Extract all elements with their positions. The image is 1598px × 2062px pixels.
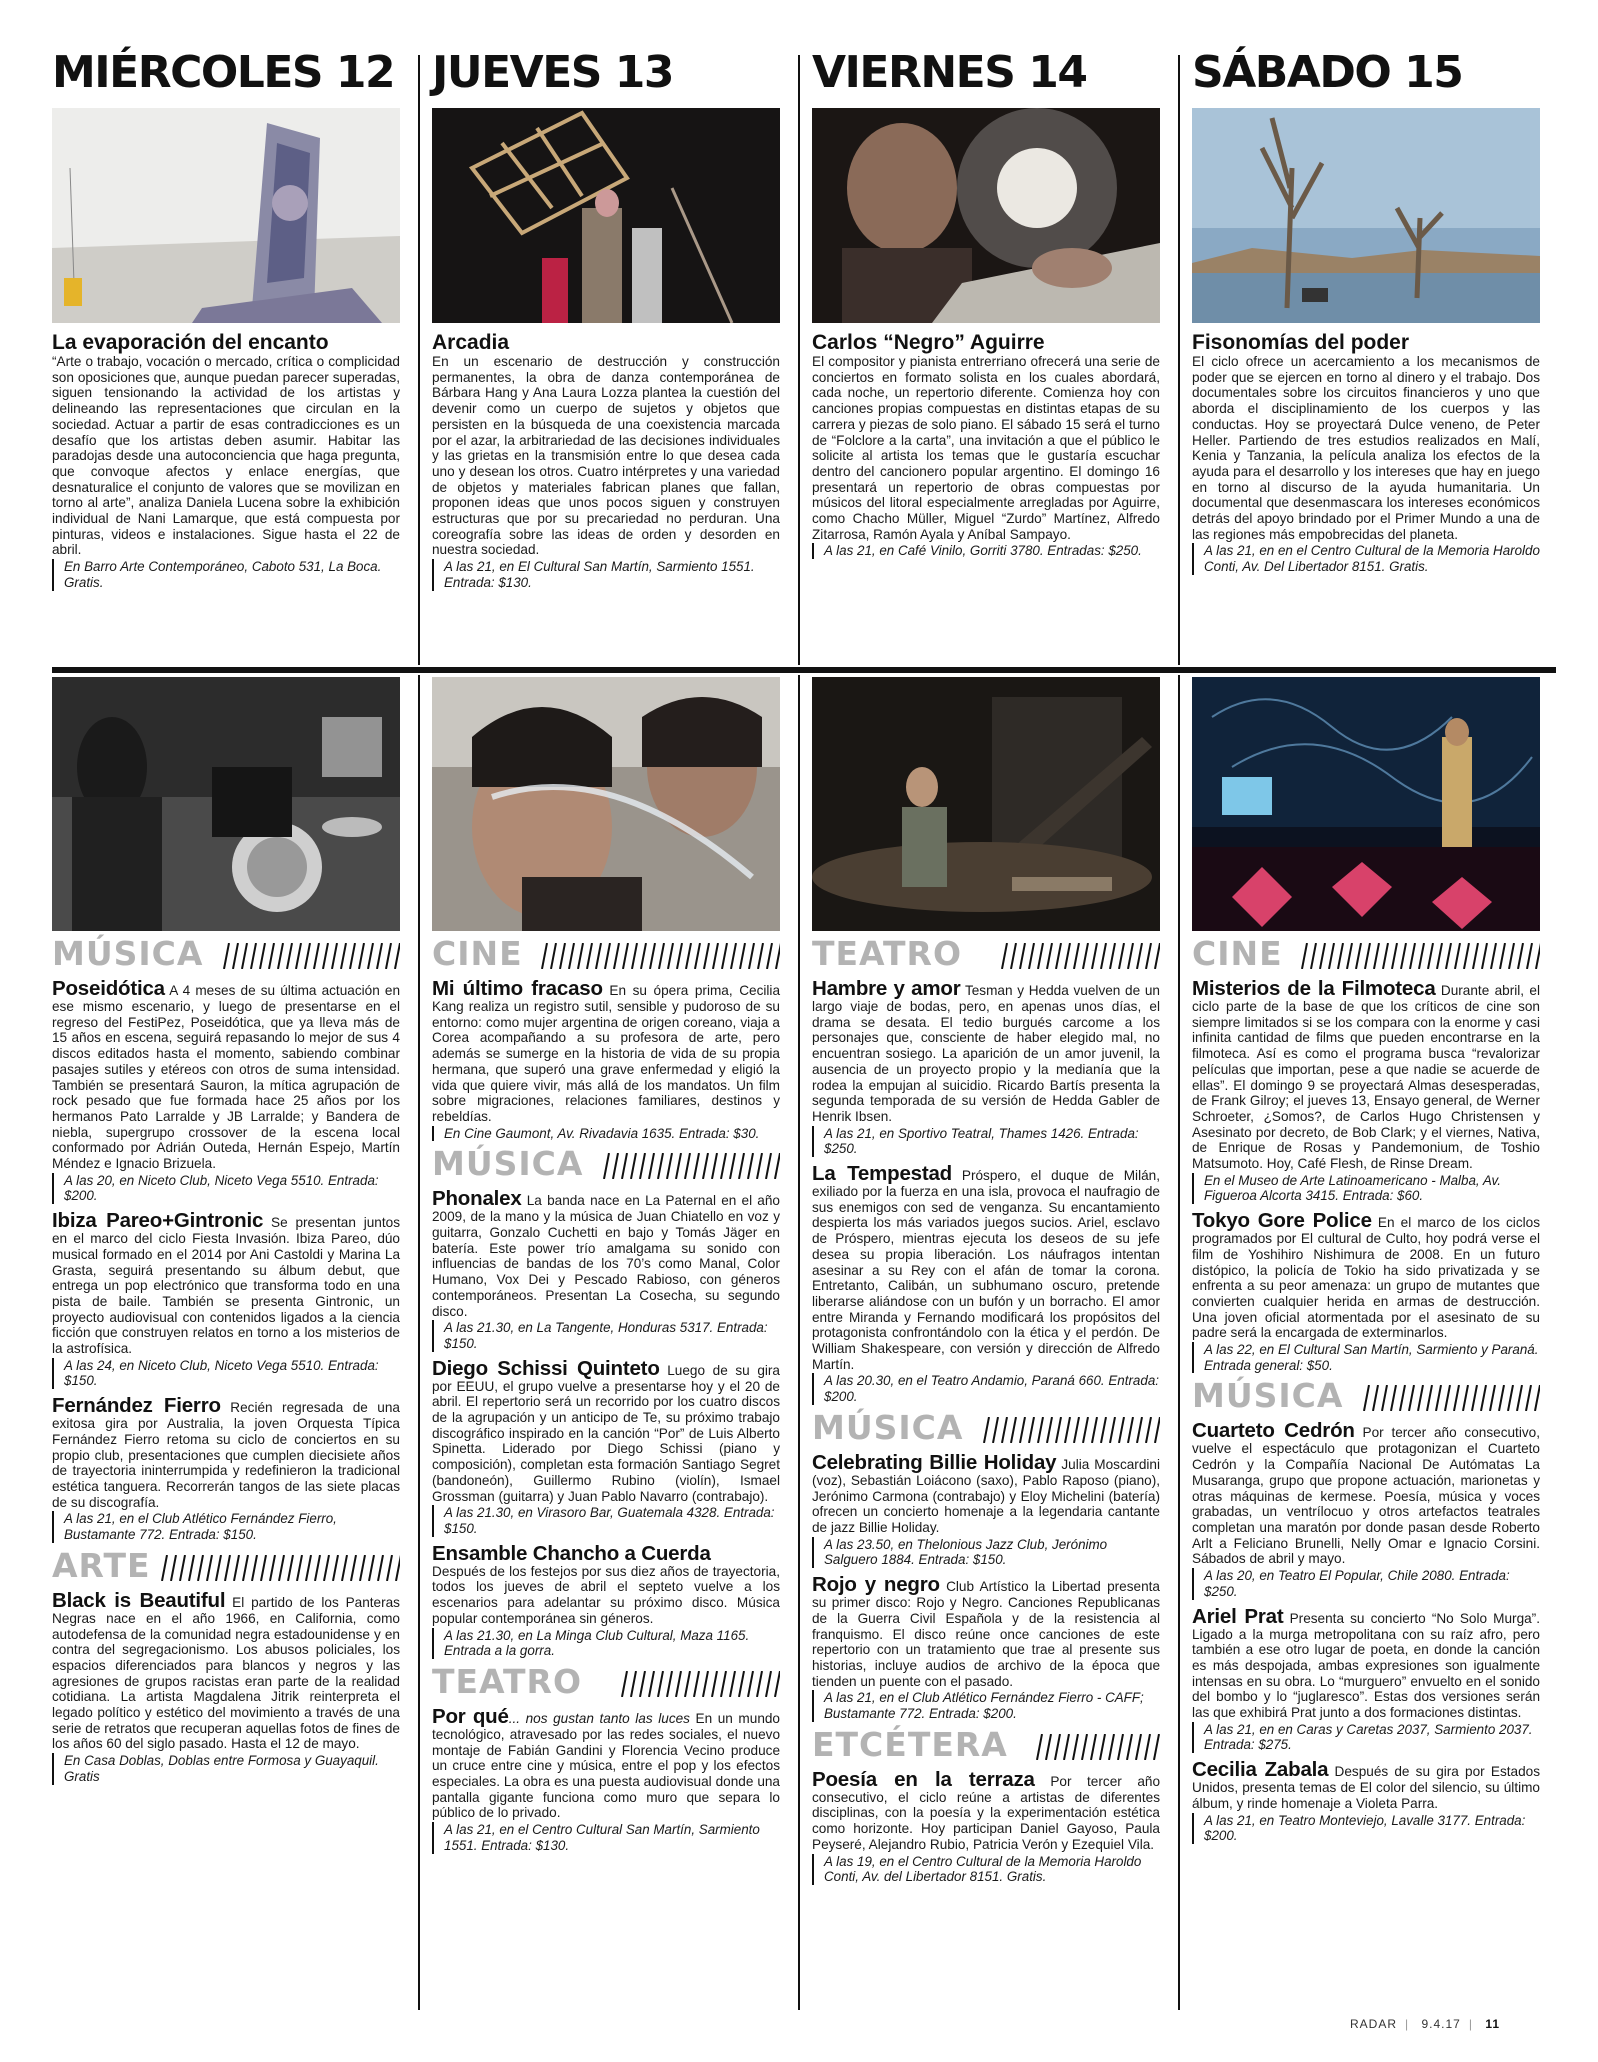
entry-body: Club Artístico la Libertad presenta su primer disco: Rojo y Negro. Canciones Republicanas de la Guerra Civil Española y de la resistencia al franquismo. El disco reúne once canciones de este repertorio con un tratamiento que trae al presente sus historias, incluye audios de archivo de la época que tienden un puente con el pasado. — [812, 1579, 1160, 1689]
listings-column-3 — [812, 677, 1160, 1885]
entry-body: Por tercer año consecutivo, el ciclo reúne a artistas de diferentes disciplinas, con la poesía y la experimentación estética como horizonte. Hoy participan Daniel Gayoso, Paula Peyseré, Alejandro Rubio, Patricia Verón y Ezequiel Vila. — [812, 1773, 1161, 1852]
listing-entry — [812, 1574, 1160, 1689]
entry-body: Presenta su concierto “No Solo Murga”. Ligado a la murga metropolitana con su raíz afro, pero también a ese otro lugar de poeta, en donde la canción es más despojada, ambas expresiones son igualmente intensas en su obra. Lo “murguero” envuelto en el sonido del bombo y lo “juglaresco”. Estas dos versiones serán las que exhibirá Prat junto a dos formaciones distintas. — [1192, 1610, 1540, 1721]
entry-info: A las 23.50, en Thelonious Jazz Club, Jerónimo Salguero 1884. Entrada: $150. — [812, 1537, 1160, 1568]
entry-title: Cuarteto Cedrón — [1192, 1419, 1355, 1443]
entry-title: Tokyo Gore Police — [1192, 1209, 1372, 1233]
entry-info: A las 21, en Teatro Monteviejo, Lavalle 3177. Entrada: $200. — [1192, 1813, 1540, 1844]
band-photo — [52, 677, 400, 931]
section-cine — [432, 936, 780, 1141]
entry-info: A las 21.30, en La Minga Club Cultural, Maza 1165. Entrada a la gorra. — [432, 1628, 780, 1659]
listing-entry — [1192, 1606, 1540, 1721]
day-header: SÁBADO 15 — [1192, 47, 1463, 98]
sci-fi-still-image — [1192, 677, 1540, 931]
entry-info: En el Museo de Arte Latinoamericano - Malba, Av. Figueroa Alcorta 3415. Entrada: $60. — [1192, 1173, 1540, 1204]
event-title: Fisonomías del poder — [1192, 331, 1410, 354]
entry-info: A las 20.30, en el Teatro Andamio, Paraná 660. Entrada: $200. — [812, 1373, 1160, 1404]
listing-entry — [812, 1769, 1160, 1853]
section-label: MÚSICA — [812, 1407, 964, 1447]
section-musica — [432, 1146, 780, 1659]
entry-info: A las 21, en en Caras y Caretas 2037, Sarmiento 2037. Entrada: $275. — [1192, 1722, 1540, 1753]
event-title: Carlos “Negro” Aguirre — [812, 331, 1045, 354]
entry-body: Tesman y Hedda vuelven de un largo viaje de bodas, pero, en apenas unos días, el drama se desata. El tedio burgués carcome a los personajes que, consciente de haber elegido mal, no encuentran sosiego. La aparición de un amor juvenil, la ausencia de un proyecto propio y la medianía que la rodea la empujan al suicidio. Ricardo Bartís presenta la segunda temporada de su versión de Hedda Gabler de Henrik Ibsen. — [812, 983, 1160, 1124]
slash-divider — [1000, 943, 1160, 969]
section-label: MÚSICA — [52, 934, 204, 973]
slash-divider — [982, 1417, 1160, 1443]
entry-title: Por qué — [432, 1704, 509, 1728]
entry-body: Durante abril, el ciclo parte de la base de que los críticos de cine son siempre limitados si se los compara con la enorme y casi infinita cantidad de films que pueden encontrarse en la filmoteca. Así es como el programa busca “revalorizar películas que importan, pese a que nadie se acuerde de ellas”. El domingo 9 se proyectará Almas desesperadas, de Frank Gilroy; el jueves 13, Ensayo general, de Werner Schroeter, ¿Somos?, de Carlos Hugo Christensen y Asesinato por decreto, de Bob Clark; y el viernes, Nativa, de Enrique de Rosas y Pandemonium, de Toshio Matsumoto. Hoy, Café Flesh, de Rinse Dream. — [1192, 983, 1540, 1172]
section-label: ETCÉTERA — [812, 1724, 1008, 1764]
landscape-photo — [1192, 108, 1540, 323]
entry-title: Mi último fracaso — [432, 977, 603, 1000]
section-musica — [812, 1407, 1160, 1722]
entry-body: En el marco de los ciclos programados por El cultural de Culto, hoy podrá verse el film de Yoshihiro Nishimura de 2008. En un futuro distópico, la policía de Tokio ha sido privatizada y se enfrenta a su peor amenaza: un grupo de mutantes que convierten cualquier herida en armas de destrucción. Una joven oficial atormentada por el asesinato de su padre será la encargada de exterminarlos. — [1192, 1215, 1540, 1341]
entry-body: Próspero, el duque de Milán, exiliado por la fuerza en una isla, provoca el naufragio de sus enemigos con sed de venganza. Su encantamiento despierta los más variados juegos sucios. Ariel, esclavo de Próspero, mientras ejecuta los deseos de su jefe desea su propia liberación. Los náufragos intentan asesinar a su Rey con el afán de tomar la corona. Entretanto, Calibán, un subhumano oscuro, pretende liberarse aliándose con un bufón y un borracho. El amor entre Miranda y Fernando modificará los propósitos del protagonista confrontándolo con la ética y el perdón. De William Shakespeare, con versión y dirección de Alfredo Martín. — [812, 1168, 1160, 1372]
entry-title: Ariel Prat — [1192, 1604, 1284, 1628]
day-header: VIERNES 14 — [812, 47, 1087, 98]
listing-entry — [812, 1163, 1160, 1372]
entry-title: Fernández Fierro — [52, 1394, 221, 1418]
column-rule-1 — [418, 55, 420, 665]
entry-body: El partido de los Panteras Negras nace en el año 1966, en California, como autodefensa de la comunidad negra estadounidense y en contra del segregacionismo. Los abusos policiales, los espacios diferenciados para blancos y negros y las agresiones de grupos racistas eran parte de la realidad cotidiana. La artista Magdalena Jitrik reinterpreta el legado político y estético del movimiento a través de una serie de retratos que recuperan aquellas fotos de fines de los años 60 del siglo pasado. Hasta el 12 de mayo. — [52, 1594, 400, 1752]
listing-entry — [52, 1590, 400, 1752]
dance-performance-image — [432, 108, 780, 323]
page-number: 11 — [1485, 2017, 1501, 2031]
rock-band-image — [52, 677, 400, 931]
day-column-thursday — [432, 48, 780, 591]
listings-column-4 — [1192, 677, 1540, 1844]
section-label: CINE — [1192, 934, 1283, 973]
section-cine — [1192, 936, 1540, 1373]
listing-entry — [432, 1543, 780, 1627]
listing-entry — [812, 1452, 1160, 1536]
pianist-image — [812, 108, 1160, 323]
slash-divider — [602, 1153, 780, 1179]
section-arte — [52, 1545, 400, 1785]
pianist-photo — [812, 108, 1160, 323]
film-still-image — [432, 677, 780, 931]
event-info: A las 21, en El Cultural San Martín, Sarmiento 1551. Entrada: $130. — [432, 559, 780, 590]
section-musica — [52, 936, 400, 1543]
slash-divider — [1035, 1734, 1160, 1760]
listings-column-2 — [432, 677, 780, 1854]
section-label: TEATRO — [432, 1661, 583, 1701]
section-musica — [1192, 1378, 1540, 1843]
event-title: La evaporación del encanto — [52, 331, 329, 354]
listings-column-1 — [52, 677, 400, 1785]
section-teatro — [432, 1661, 780, 1854]
event-info: En Barro Arte Contemporáneo, Caboto 531, La Boca. Gratis. — [52, 559, 400, 590]
listing-entry — [812, 978, 1160, 1125]
slash-divider — [540, 943, 780, 969]
entry-title: Ibiza Pareo+Gintronic — [52, 1209, 264, 1233]
entry-title: Ensamble Chancho a Cuerda — [432, 1541, 711, 1565]
theatre-stage-image — [812, 677, 1160, 931]
entry-info: A las 19, en el Centro Cultural de la Memoria Haroldo Conti, Av. del Libertador 8151. Gratis. — [812, 1854, 1160, 1885]
listing-entry — [1192, 1759, 1540, 1811]
entry-title: La Tempestad — [812, 1162, 953, 1186]
entry-info: A las 21.30, en La Tangente, Honduras 5317. Entrada: $150. — [432, 1320, 780, 1351]
entry-body: En un mundo tecnológico, atravesado por las redes sociales, el nuevo montaje de Fabián Gandini y Florencia Vecino produce un cruce entre cine y música, entre el pop y los efectos especiales. La obra es una puesta audiovisual donde una pantalla gigante funciona como muro que separa lo público de lo privado. — [432, 1710, 780, 1821]
entry-body: Después de los festejos por sus diez años de trayectoria, todos los jueves de abril el septeto vuelve a los escenarios para adelantar su próximo disco. Música popular contemporánea sin géneros. — [432, 1563, 780, 1626]
listing-entry — [432, 1706, 780, 1821]
entry-title: Diego Schissi Quinteto — [432, 1356, 660, 1380]
event-body: El compositor y pianista entrerriano ofrecerá una serie de conciertos en formato solista en los cuales abordará, cada noche, un repertorio diferente. Comienza hoy con canciones propias compuestas en distintas etapas de su carrera y piezas de solo piano. El sábado 15 será el turno de “Folclore a la carta”, una invitación a que el público le solicite al artista los temas que le gustaría escuchar dentro del cancionero popular argentino. El domingo 16 presentará un repertorio de obras compuestas por músicos del litoral especialmente arregladas por Aguirre, como Chacho Müller, Miguel “Zurdo” Martínez, Alfredo Zitarrosa, Ramón Ayala y Aníbal Sampayo. — [812, 354, 1160, 542]
listing-entry — [1192, 978, 1540, 1172]
day-header: JUEVES 13 — [432, 47, 674, 98]
entry-body: Después de su gira por Estados Unidos, presenta temas de El color del silencio, su último álbum, y rinde homenaje a Violeta Parra. — [1192, 1764, 1540, 1811]
entry-body: La banda nace en La Paternal en el año 2009, de la mano y la música de Juan Chiatello en voz y guitarra, Gonzalo Cuchetti en bajo y Tomás Jäger en batería. Este power trío amalgama su sonido con influencias de bandas de los 70’s como Manal, Color Humano, Vox Dei y Pescado Rabioso, con géneros contemporáneos. Presentan La Cosecha, su segundo disco. — [432, 1193, 780, 1319]
section-divider — [52, 667, 1556, 673]
footer-date: 9.4.17 — [1421, 2017, 1461, 2031]
entry-title: Celebrating Billie Holiday — [812, 1450, 1057, 1474]
entry-info: A las 21, en el Club Atlético Fernández Fierro, Bustamante 772. Entrada: $150. — [52, 1511, 400, 1542]
entry-info: A las 20, en Niceto Club, Niceto Vega 5510. Entrada: $200. — [52, 1173, 400, 1204]
theatre-photo — [812, 677, 1160, 931]
listing-entry — [52, 978, 400, 1172]
day-column-friday — [812, 48, 1160, 559]
section-label: TEATRO — [812, 934, 963, 973]
entry-body: En su ópera prima, Cecilia Kang realiza un registro sutil, sensible y pudoroso de su entorno: como mujer argentina de origen coreano, viaja a Corea acompañando a su profesora de arte, pero además se sumerge en la historia de vida de su propia hermana, que superó una grave enfermedad y eligió la vida que quiere vivir, más allá de los mandatos. Un film sobre migraciones, relaciones familiares, destinos y rebeldías. — [432, 983, 781, 1124]
event-info: A las 21, en en el Centro Cultural de la Memoria Haroldo Conti, Av. Del Libertador 8151. Gratis. — [1192, 543, 1540, 574]
listing-entry — [432, 978, 780, 1125]
entry-title: Poseidótica — [52, 977, 165, 1000]
entry-body: Recién regresada de una exitosa gira por Australia, la joven Orquesta Típica Fernández Fierro retoma su ciclo de conciertos en su propio club, presentaciones que cumplen diecisiete años de trayectoria ininterrumpida y redefinieron la tradicional estética tanguera. Recorrerán tangos de las siete placas de su discografía. — [52, 1400, 400, 1510]
column-rule-2 — [798, 55, 800, 665]
entry-title: Black is Beautiful — [52, 1588, 226, 1612]
column-rule-4 — [418, 675, 420, 2010]
slash-divider — [620, 1671, 780, 1697]
entry-info: A las 21, en Sportivo Teatral, Thames 1426. Entrada: $250. — [812, 1126, 1160, 1157]
column-rule-3 — [1178, 55, 1180, 665]
listing-entry — [52, 1395, 400, 1510]
dance-photo — [432, 108, 780, 323]
event-body: “Arte o trabajo, vocación o mercado, crítica o complicidad son oposiciones que, aunque puedan parecer superadas, siguen tensionando la actividad de los artistas y delineando las representaciones que circulan en la sociedad. Actuar a partir de esas contradicciones es un desafío que los artistas deben asumir. Habitar las paradojas desde una autoconciencia que haga pregunta, que convoque afectos y enlace energías, que desnaturalice el conjunto de valores que se movilizan en torno al arte”, analiza Daniela Lucena sobre la exhibición individual de Nani Lamarque, que está compuesta por pinturas, videos e instalaciones. Sigue hasta el 22 de abril. — [52, 354, 400, 558]
slash-divider — [1362, 1385, 1540, 1411]
day-column-saturday — [1192, 48, 1540, 575]
section-etcetera — [812, 1724, 1161, 1885]
entry-info: A las 22, en El Cultural San Martín, Sarmiento y Paraná. Entrada general: $50. — [1192, 1342, 1540, 1373]
slash-divider — [160, 1555, 400, 1581]
section-label: CINE — [432, 934, 523, 973]
event-info: A las 21, en Café Vinilo, Gorriti 3780. Entradas: $250. — [812, 543, 1160, 559]
listing-entry — [432, 1358, 780, 1505]
footer-brand: RADAR — [1350, 2017, 1398, 2031]
entry-body: A 4 meses de su última actuación en ese mismo escenario, y luego de presentarse en el regreso del FestiPez, Poseidótica, que ya lleva más de 15 años en escena, seguirá repasando lo mejor de sus 4 discos editados hasta el momento, sabiendo combinar pasajes sutiles y etéreos con otros de suma intensidad. También se presentará Sauron, la mítica agrupación de rock pesado que fue formada hace 25 años por los hermanos Pato Larralde y JB Larralde; y Bandera de niebla, supergrupo crossover de la escena local conformado por Adrián Outeda, Hernán Espejo, Martín Méndez e Ignacio Brizuela. — [52, 983, 401, 1172]
day-header: MIÉRCOLES 12 — [52, 47, 395, 98]
entry-title: Cecilia Zabala — [1192, 1758, 1329, 1782]
event-body: El ciclo ofrece un acercamiento a los mecanismos de poder que se ejercen en torno al dinero y el trabajo. Dos documentales sobre los circuitos financieros y uno que aborda el disciplinamiento de los cuerpos y las conductas. Hoy se proyectará Dulce veneno, de Peter Heller. Partiendo de tres estudios realizados en Malí, Kenia y Tanzania, la película analiza los efectos de la ayuda para el desarrollo y los intereses que hay en juego en torno al discurso de la ayuda humanitaria. Un documental que desenmascara los intereses económicos detrás del apoyo brindado por el Primer Mundo a una de las regiones más empobrecidas del planeta. — [1192, 354, 1540, 542]
entry-info: A las 21, en el Centro Cultural San Martín, Sarmiento 1551. Entrada: $130. — [432, 1822, 780, 1853]
entry-body: Por tercer año consecutivo, vuelve el espectáculo que protagonizan el Cuarteto Cedrón y la Compañía Nacional De Autómatas La Musaranga, grupo que propone actuación, marionetas y otras máquinas de kermese. Poesía, música y voces grabadas, un ventrílocuo y otros artefactos teatrales completan una maratón por donde pasan desde Roberto Arlt a Feliciano Brunelli, Nelly Omar e Ignacio Corsini. Sábados de abril y mayo. — [1192, 1425, 1540, 1567]
entry-info: A las 21, en el Club Atlético Fernández Fierro - CAFF; Bustamante 772. Entrada: $200. — [812, 1690, 1160, 1721]
entry-info: A las 20, en Teatro El Popular, Chile 2080. Entrada: $250. — [1192, 1568, 1540, 1599]
film-still-photo — [432, 677, 780, 931]
cine-still-photo — [1192, 677, 1540, 931]
column-rule-6 — [1178, 675, 1180, 2010]
page-footer: RADAR | 9.4.17 | 11 — [1350, 2017, 1501, 2031]
entry-body: Julia Moscardini (voz), Sebastián Loiácono (saxo), Pablo Raposo (piano), Jerónimo Carmona (contrabajo) y Eloy Michelini (batería) ofrecen un concierto homenaje a la legendaria cantante de jazz Billie Holiday. — [812, 1456, 1160, 1535]
section-label: MÚSICA — [432, 1144, 584, 1184]
entry-title: Phonalex — [432, 1187, 522, 1211]
column-rule-5 — [798, 675, 800, 2010]
day-column-wednesday — [52, 48, 400, 591]
entry-title: Misterios de la Filmoteca — [1192, 977, 1436, 1000]
entry-body: Luego de su gira por EEUU, el grupo vuelve a presentarse hoy y el 20 de abril. El repertorio será un recorrido por los cuatro discos de la agrupación y un anticipo de Te, su próximo trabajo discográfico inspirado en la canción “Por” de Luis Alberto Spinetta. Liderado por Diego Schissi (piano y composición), completan esta formación Santiago Segret (bandoneón), Guillermo Rubino (violín), Ismael Grossman (guitarra) y Juan Pablo Navarro (contrabajo). — [432, 1362, 780, 1504]
listing-entry — [1192, 1210, 1540, 1341]
gallery-installation-image — [52, 108, 400, 323]
entry-subtitle: ... nos gustan tanto las luces — [508, 1710, 690, 1726]
entry-body: Se presentan juntos en el marco del ciclo Fiesta Invasión. Ibiza Pareo, dúo musical formado en el 2014 por Ani Castoldi y Marina La Grasta, seguirá presentando su álbum debut, que entrega un pop electrónico que transforma todo en una pista de baile. También se presenta Gintronic, un proyecto audiovisual con contenidos ligados a la ciencia ficción que construyen relatos en torno a los misterios de la astrofísica. — [52, 1215, 401, 1357]
event-body: En un escenario de destrucción y construcción permanentes, la obra de danza contemporánea de Bárbara Hang y Ana Laura Lozza plantea la cuestión del devenir como un cuerpo de sujetos y objetos que persisten en la búsqueda de una coexistencia marcada por el azar, la arbitrariedad de las decisiones individuales y las grietas en la transmisión entre lo que desea cada uno y desean los otros. Cuatro intérpretes y una variedad de objetos y materiales fabrican planes que fallan, proponen ideas que unos pocos siguen y construyen estructuras que por su precariedad no perduran. Una coreografía sobre las ideas de orden y desorden en nuestra sociedad. — [432, 354, 780, 558]
section-label: MÚSICA — [1192, 1376, 1344, 1416]
entry-title: Rojo y negro — [812, 1573, 940, 1597]
slash-divider — [1300, 943, 1540, 969]
listing-entry — [1192, 1420, 1540, 1567]
event-title: Arcadia — [432, 331, 510, 354]
entry-info: A las 21.30, en Virasoro Bar, Guatemala 4328. Entrada: $150. — [432, 1505, 780, 1536]
entry-info: En Casa Doblas, Doblas entre Formosa y Guayaquil. Gratis — [52, 1753, 400, 1784]
gallery-photo — [52, 108, 400, 323]
slash-divider — [222, 943, 400, 969]
listing-entry — [432, 1188, 780, 1319]
section-label: ARTE — [52, 1545, 151, 1585]
section-teatro — [812, 936, 1160, 1405]
entry-title: Hambre y amor — [812, 977, 961, 1000]
flooded-trees-image — [1192, 108, 1540, 323]
entry-info: En Cine Gaumont, Av. Rivadavia 1635. Entrada: $30. — [432, 1126, 780, 1142]
entry-info: A las 24, en Niceto Club, Niceto Vega 5510. Entrada: $150. — [52, 1358, 400, 1389]
listing-entry — [52, 1210, 400, 1357]
entry-title: Poesía en la terraza — [812, 1767, 1035, 1791]
